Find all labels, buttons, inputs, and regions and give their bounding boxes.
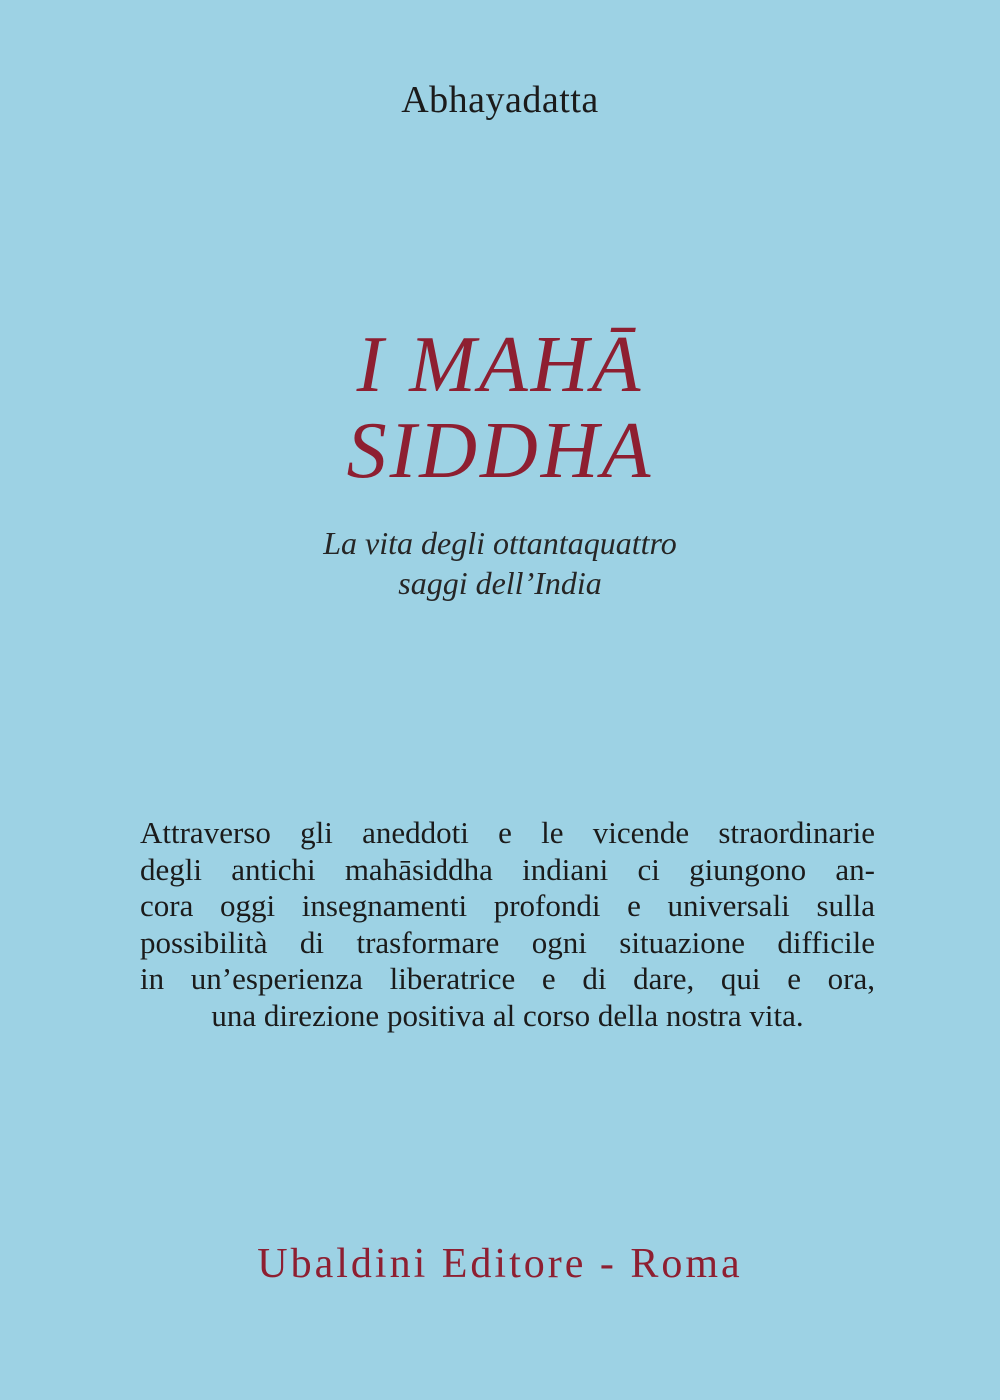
cover-blurb [140,815,875,1034]
blurb-line: in un’esperienza liberatrice e di dare, qui e ora, [140,961,875,996]
publisher-imprint: Ubaldini Editore - Roma [257,1241,743,1287]
subtitle-line-2: saggi dell’India [398,565,602,601]
subtitle-line-1: La vita degli ottantaquattro [323,525,677,561]
author-name: Abhayadatta [401,79,599,121]
title-line-1: I MAHĀ [356,321,644,409]
blurb-line: possibilità di trasformare ogni situazione difficile [140,924,875,960]
blurb-line: cora oggi insegnamenti profondi e universali sulla [140,888,875,923]
title-line-2: SIDDHA [346,407,654,495]
book-subtitle [0,523,1000,603]
blurb-line: una direzione positiva al corso della nostra vita. [211,997,804,1033]
blurb-line: Attraverso gli aneddoti e le vicende straordinarie [140,815,875,850]
book-title [0,322,1000,494]
blurb-line: degli antichi mahāsiddha indiani ci giungono an- [140,851,875,887]
